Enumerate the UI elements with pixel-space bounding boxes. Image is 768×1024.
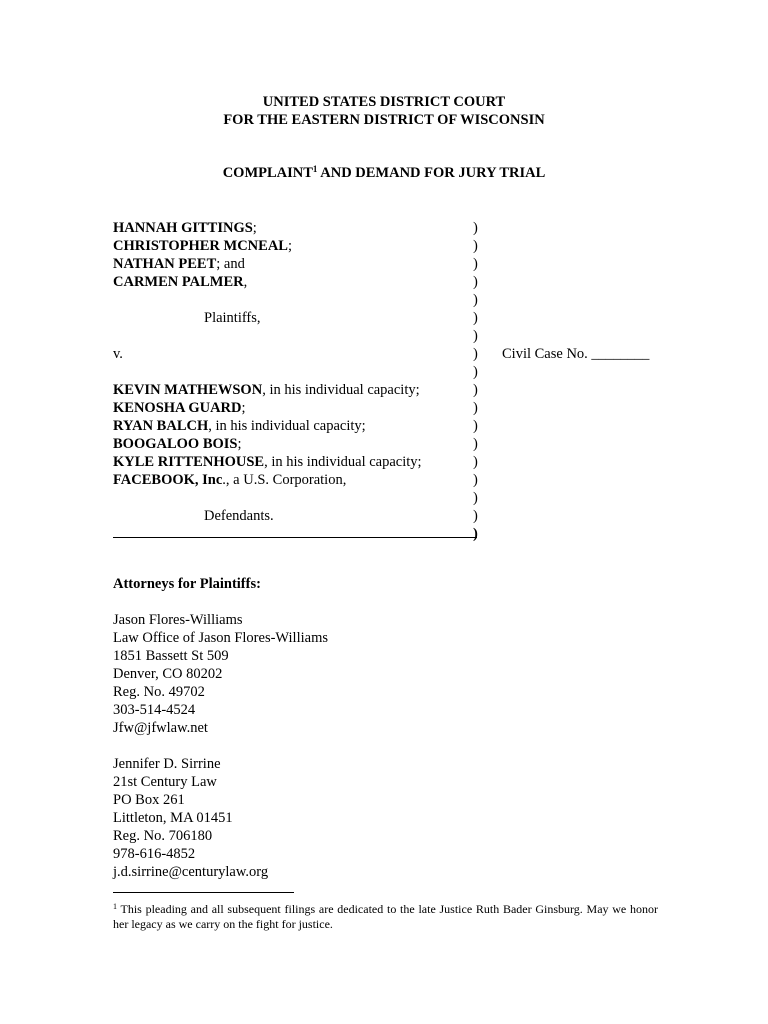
title-footnote-ref: 1 xyxy=(312,164,318,174)
blank-row xyxy=(113,291,483,309)
plaintiff-suffix: ; and xyxy=(216,256,245,272)
caption-paren: ) xyxy=(473,292,478,308)
caption-paren: ) xyxy=(473,256,478,272)
title-main: COMPLAINT xyxy=(222,165,313,181)
blank-row xyxy=(113,363,483,381)
caption-paren: ) xyxy=(473,310,478,326)
attorney-block-1 xyxy=(113,611,328,737)
footnote xyxy=(113,902,658,932)
document-title xyxy=(0,164,768,182)
attorney-reg: Reg. No. 49702 xyxy=(113,684,205,700)
defendant-suffix: ., a U.S. Corporation, xyxy=(222,472,347,488)
plaintiffs-label-row xyxy=(113,309,483,327)
caption-paren: ) xyxy=(473,328,478,344)
caption-paren: ) xyxy=(473,220,478,236)
caption-paren: ) xyxy=(473,382,478,398)
defendant-suffix: , in his individual capacity; xyxy=(208,418,366,434)
court-district: FOR THE EASTERN DISTRICT OF WISCONSIN xyxy=(223,112,545,128)
attorney-city: Denver, CO 80202 xyxy=(113,666,223,682)
caption-paren: ) xyxy=(473,238,478,254)
defendant-name: KEVIN MATHEWSON xyxy=(113,382,263,398)
attorney-address: 1851 Bassett St 509 xyxy=(113,648,229,664)
attorney-firm: 21st Century Law xyxy=(113,774,217,790)
defendant-suffix: , in his individual capacity; xyxy=(262,382,420,398)
caption-paren: ) xyxy=(473,274,478,290)
plaintiff-suffix: , xyxy=(243,274,248,290)
attorney-phone: 978-616-4852 xyxy=(113,846,196,862)
defendant-name: KENOSHA GUARD xyxy=(113,400,242,416)
defendants-label: Defendants. xyxy=(204,508,274,524)
caption-paren: ) xyxy=(473,490,478,506)
attorney-city: Littleton, MA 01451 xyxy=(113,810,233,826)
defendant-name: KYLE RITTENHOUSE xyxy=(113,454,265,470)
defendant-entry xyxy=(113,399,483,417)
caption-paren: ) xyxy=(473,508,478,524)
plaintiff-name: HANNAH GITTINGS xyxy=(113,220,253,236)
attorney-firm: Law Office of Jason Flores-Williams xyxy=(113,630,328,646)
plaintiff-suffix: ; xyxy=(287,238,292,254)
defendant-suffix: ; xyxy=(237,436,242,452)
caption-underline xyxy=(113,537,477,538)
plaintiff-suffix: ; xyxy=(252,220,257,236)
defendant-entry xyxy=(113,471,483,489)
attorney-address: PO Box 261 xyxy=(113,792,185,808)
attorney-phone: 303-514-4524 xyxy=(113,702,196,718)
plaintiffs-label: Plaintiffs, xyxy=(204,310,261,326)
defendant-suffix: ; xyxy=(241,400,246,416)
attorney-email: Jfw@jfwlaw.net xyxy=(113,720,208,736)
caption-paren: ) xyxy=(473,364,478,380)
title-rest: AND DEMAND FOR JURY TRIAL xyxy=(317,165,546,181)
plaintiff-entry xyxy=(113,237,483,255)
attorneys-heading: Attorneys for Plaintiffs: xyxy=(113,576,261,592)
caption-paren: ) xyxy=(473,346,478,362)
defendant-suffix: , in his individual capacity; xyxy=(264,454,422,470)
attorney-email: j.d.sirrine@centurylaw.org xyxy=(113,864,269,880)
plaintiff-entry xyxy=(113,273,483,291)
versus: v. xyxy=(113,346,123,362)
defendant-entry xyxy=(113,417,483,435)
attorney-name: Jason Flores-Williams xyxy=(113,612,243,628)
versus-row xyxy=(113,345,483,363)
attorney-reg: Reg. No. 706180 xyxy=(113,828,213,844)
plaintiff-name: NATHAN PEET xyxy=(113,256,217,272)
court-name: UNITED STATES DISTRICT COURT xyxy=(262,94,506,110)
plaintiff-entry xyxy=(113,255,483,273)
defendant-entry xyxy=(113,453,483,471)
footnote-marker: 1 xyxy=(113,902,117,911)
defendant-name: RYAN BALCH xyxy=(113,418,209,434)
caption-paren-bold: ) xyxy=(473,526,478,542)
case-caption xyxy=(113,219,483,525)
civil-case-number: Civil Case No. ________ xyxy=(502,346,650,362)
defendant-entry xyxy=(113,381,483,399)
blank-row xyxy=(113,489,483,507)
attorney-name: Jennifer D. Sirrine xyxy=(113,756,221,772)
caption-paren: ) xyxy=(473,418,478,434)
defendant-name: BOOGALOO BOIS xyxy=(113,436,238,452)
blank-row xyxy=(113,327,483,345)
attorney-block-2 xyxy=(113,755,268,881)
footnote-separator xyxy=(113,892,294,893)
plaintiff-name: CHRISTOPHER MCNEAL xyxy=(113,238,288,254)
defendants-label-row xyxy=(113,507,483,525)
defendant-entry xyxy=(113,435,483,453)
caption-paren: ) xyxy=(473,454,478,470)
footnote-text: This pleading and all subsequent filings are dedicated to the late Justice Ruth Bader Ginsburg. May we honor her legacy as we carry on the fight for justice. xyxy=(113,902,658,931)
defendant-name: FACEBOOK, Inc xyxy=(113,472,223,488)
plaintiff-entry xyxy=(113,219,483,237)
plaintiff-name: CARMEN PALMER xyxy=(113,274,244,290)
caption-paren: ) xyxy=(473,472,478,488)
caption-paren: ) xyxy=(473,400,478,416)
caption-paren: ) xyxy=(473,436,478,452)
caption-paren-column xyxy=(473,219,483,543)
